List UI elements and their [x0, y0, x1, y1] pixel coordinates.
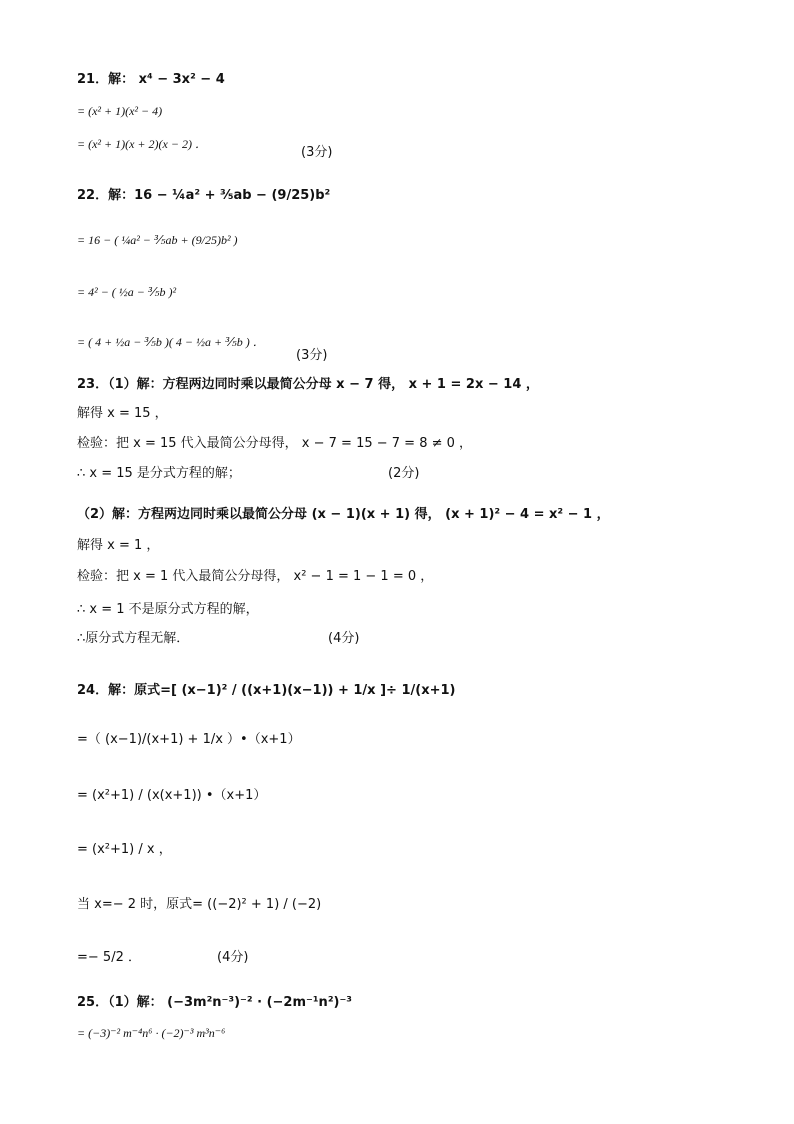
q22-score: (3分)	[296, 348, 328, 363]
q24-line-1: 24．解：原式=[ (x−1)² / ((x+1)(x−1)) + 1/x ]÷ 1/(x+1)	[77, 683, 456, 698]
q21-line-2: = (x² + 1)(x² − 4)	[77, 104, 163, 118]
q24-line-4: = (x²+1) / x ，	[77, 842, 172, 857]
q24-score: (4分)	[217, 950, 249, 965]
q23-2-line-2: 解得 x = 1 ，	[77, 538, 160, 553]
q24-line-2: =（ (x−1)/(x+1) + 1/x ）•（x+1）	[77, 732, 301, 747]
q21-line-3: = (x² + 1)(x + 2)(x − 2) ．	[77, 137, 207, 151]
q23-2-line-3: 检验：把 x = 1 代入最简公分母得， x² − 1 = 1 − 1 = 0 ，	[77, 569, 434, 584]
q24-line-6: =− 5/2 ．	[77, 950, 141, 965]
q25-line-2: = (−3)⁻² m⁻⁴n⁶ · (−2)⁻³ m³n⁻⁶	[77, 1026, 226, 1040]
q23-1-line-2: 解得 x = 15 ，	[77, 406, 168, 421]
q24-line-3: = (x²+1) / (x(x+1)) •（x+1）	[77, 788, 267, 803]
q23-1-line-4: ∴ x = 15 是分式方程的解；	[77, 466, 241, 481]
q22-line-1: 22．解：16 − ¼a² + ⅗ab − (9/25)b²	[77, 188, 331, 203]
q21-line-1: 21．解： x⁴ − 3x² − 4	[77, 72, 225, 87]
q22-line-4: = ( 4 + ½a − ⅗b )( 4 − ½a + ⅗b ) ．	[77, 335, 265, 349]
q23-2-line-1: （2）解：方程两边同时乘以最简公分母 (x − 1)(x + 1) 得， (x + 1)² − 4 = x² − 1 ，	[77, 507, 610, 522]
q24-line-5: 当 x=− 2 时，原式= ((−2)² + 1) / (−2)	[77, 897, 322, 912]
q25-line-1: 25．（1）解： (−3m²n⁻³)⁻² · (−2m⁻¹n²)⁻³	[77, 995, 353, 1010]
q21-score: (3分)	[301, 145, 333, 160]
q23-2-line-5: ∴原分式方程无解．	[77, 631, 190, 646]
q23-1-line-3: 检验：把 x = 15 代入最简公分母得， x − 7 = 15 − 7 = 8 ≠ 0 ，	[77, 436, 473, 451]
q23-2-line-4: ∴ x = 1 不是原分式方程的解，	[77, 602, 259, 617]
q22-line-2: = 16 − ( ¼a² − ⅗ab + (9/25)b² )	[77, 233, 238, 247]
q23-1-score: (2分)	[388, 466, 420, 481]
q22-line-3: = 4² − ( ½a − ⅗b )²	[77, 285, 177, 299]
q23-1-line-1: 23．（1）解：方程两边同时乘以最简公分母 x − 7 得， x + 1 = 2x − 14 ，	[77, 377, 539, 392]
q23-2-score: (4分)	[328, 631, 360, 646]
